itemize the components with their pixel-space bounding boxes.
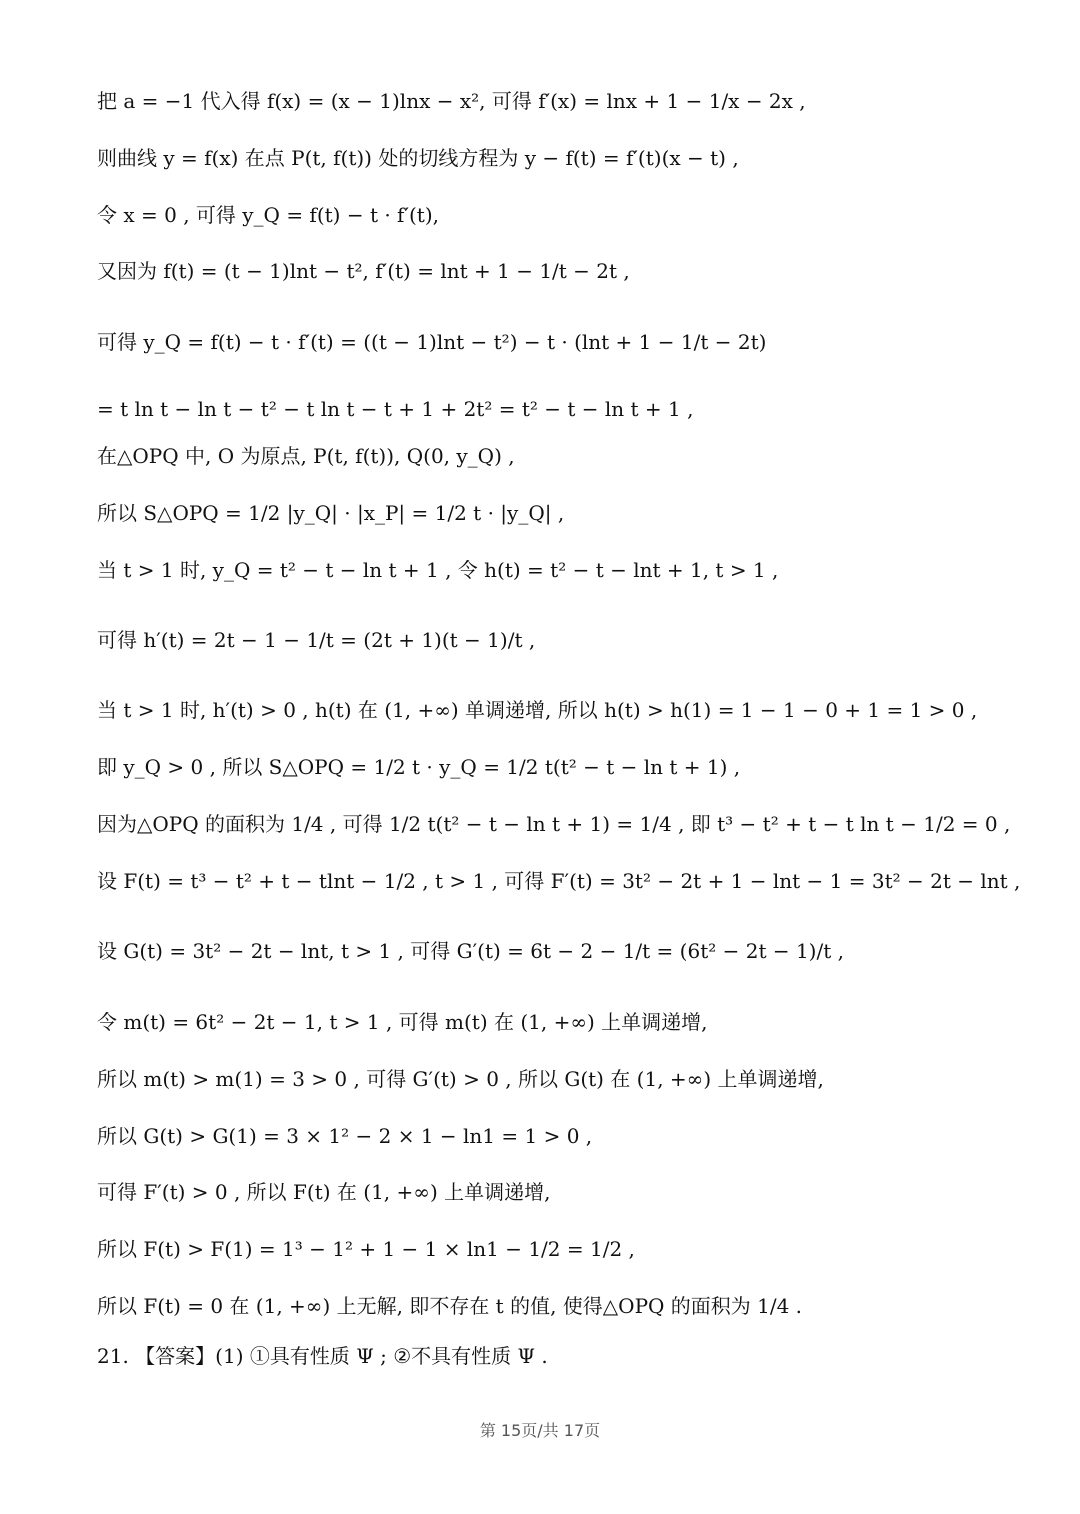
math-line-19: 可得 F′(t) > 0 , 所以 F(t) 在 (1, +∞) 上单调递增, (97, 1180, 551, 1204)
page-footer: 第 15页/共 17页 (479, 1421, 601, 1440)
math-line-11: 当 t > 1 时, h′(t) > 0 , h(t) 在 (1, +∞) 单调递增, 所以 h(t) > h(1) = 1 − 1 − 0 + 1 = 1 > 0 , (97, 698, 978, 722)
math-line-1: 把 a = −1 代入得 f(x) = (x − 1)lnx − x², 可得 f′(x) = lnx + 1 − 1/x − 2x , (97, 89, 806, 113)
math-line-17: 所以 m(t) > m(1) = 3 > 0 , 可得 G′(t) > 0 , 所以 G(t) 在 (1, +∞) 上单调递增, (97, 1067, 824, 1091)
math-line-6: = t ln t − ln t − t² − t ln t − t + 1 + 2t² = t² − t − ln t + 1 , (97, 397, 694, 421)
math-line-14: 设 F(t) = t³ − t² + t − tlnt − 1/2 , t > 1 , 可得 F′(t) = 3t² − 2t + 1 − lnt − 1 = 3t² − 2t − lnt , (97, 869, 1021, 893)
math-line-7: 在△OPQ 中, O 为原点, P(t, f(t)), Q(0, y_Q) , (97, 444, 515, 468)
math-line-5: 可得 y_Q = f(t) − t · f′(t) = ((t − 1)lnt − t²) − t · (lnt + 1 − 1/t − 2t) (97, 330, 767, 354)
math-line-21: 所以 F(t) = 0 在 (1, +∞) 上无解, 即不存在 t 的值, 使得△OPQ 的面积为 1/4 . (97, 1294, 803, 1318)
math-line-13: 因为△OPQ 的面积为 1/4 , 可得 1/2 t(t² − t − ln t + 1) = 1/4 , 即 t³ − t² + t − t ln t − 1/2 = 0 , (97, 812, 1011, 836)
math-line-12: 即 y_Q > 0 , 所以 S△OPQ = 1/2 t · y_Q = 1/2 t(t² − t − ln t + 1) , (97, 755, 741, 779)
math-line-9: 当 t > 1 时, y_Q = t² − t − ln t + 1 , 令 h(t) = t² − t − lnt + 1, t > 1 , (97, 558, 779, 582)
math-line-2: 则曲线 y = f(x) 在点 P(t, f(t)) 处的切线方程为 y − f(t) = f′(t)(x − t) , (97, 146, 739, 170)
math-line-8: 所以 S△OPQ = 1/2 |y_Q| · |x_P| = 1/2 t · |y_Q| , (97, 501, 565, 525)
math-line-18: 所以 G(t) > G(1) = 3 × 1² − 2 × 1 − ln1 = 1 > 0 , (97, 1124, 593, 1148)
math-line-10: 可得 h′(t) = 2t − 1 − 1/t = (2t + 1)(t − 1)/t , (97, 628, 536, 652)
math-line-15: 设 G(t) = 3t² − 2t − lnt, t > 1 , 可得 G′(t) = 6t − 2 − 1/t = (6t² − 2t − 1)/t , (97, 939, 844, 963)
math-line-20: 所以 F(t) > F(1) = 1³ − 1² + 1 − 1 × ln1 − 1/2 = 1/2 , (97, 1237, 635, 1261)
answer-line: 21. 【答案】(1) ①具有性质 Ψ ; ②不具有性质 Ψ . (97, 1344, 548, 1368)
math-line-16: 令 m(t) = 6t² − 2t − 1, t > 1 , 可得 m(t) 在 (1, +∞) 上单调递增, (97, 1010, 708, 1034)
math-line-4: 又因为 f(t) = (t − 1)lnt − t², f′(t) = lnt + 1 − 1/t − 2t , (97, 259, 630, 283)
math-line-3: 令 x = 0 , 可得 y_Q = f(t) − t · f′(t), (97, 203, 440, 227)
